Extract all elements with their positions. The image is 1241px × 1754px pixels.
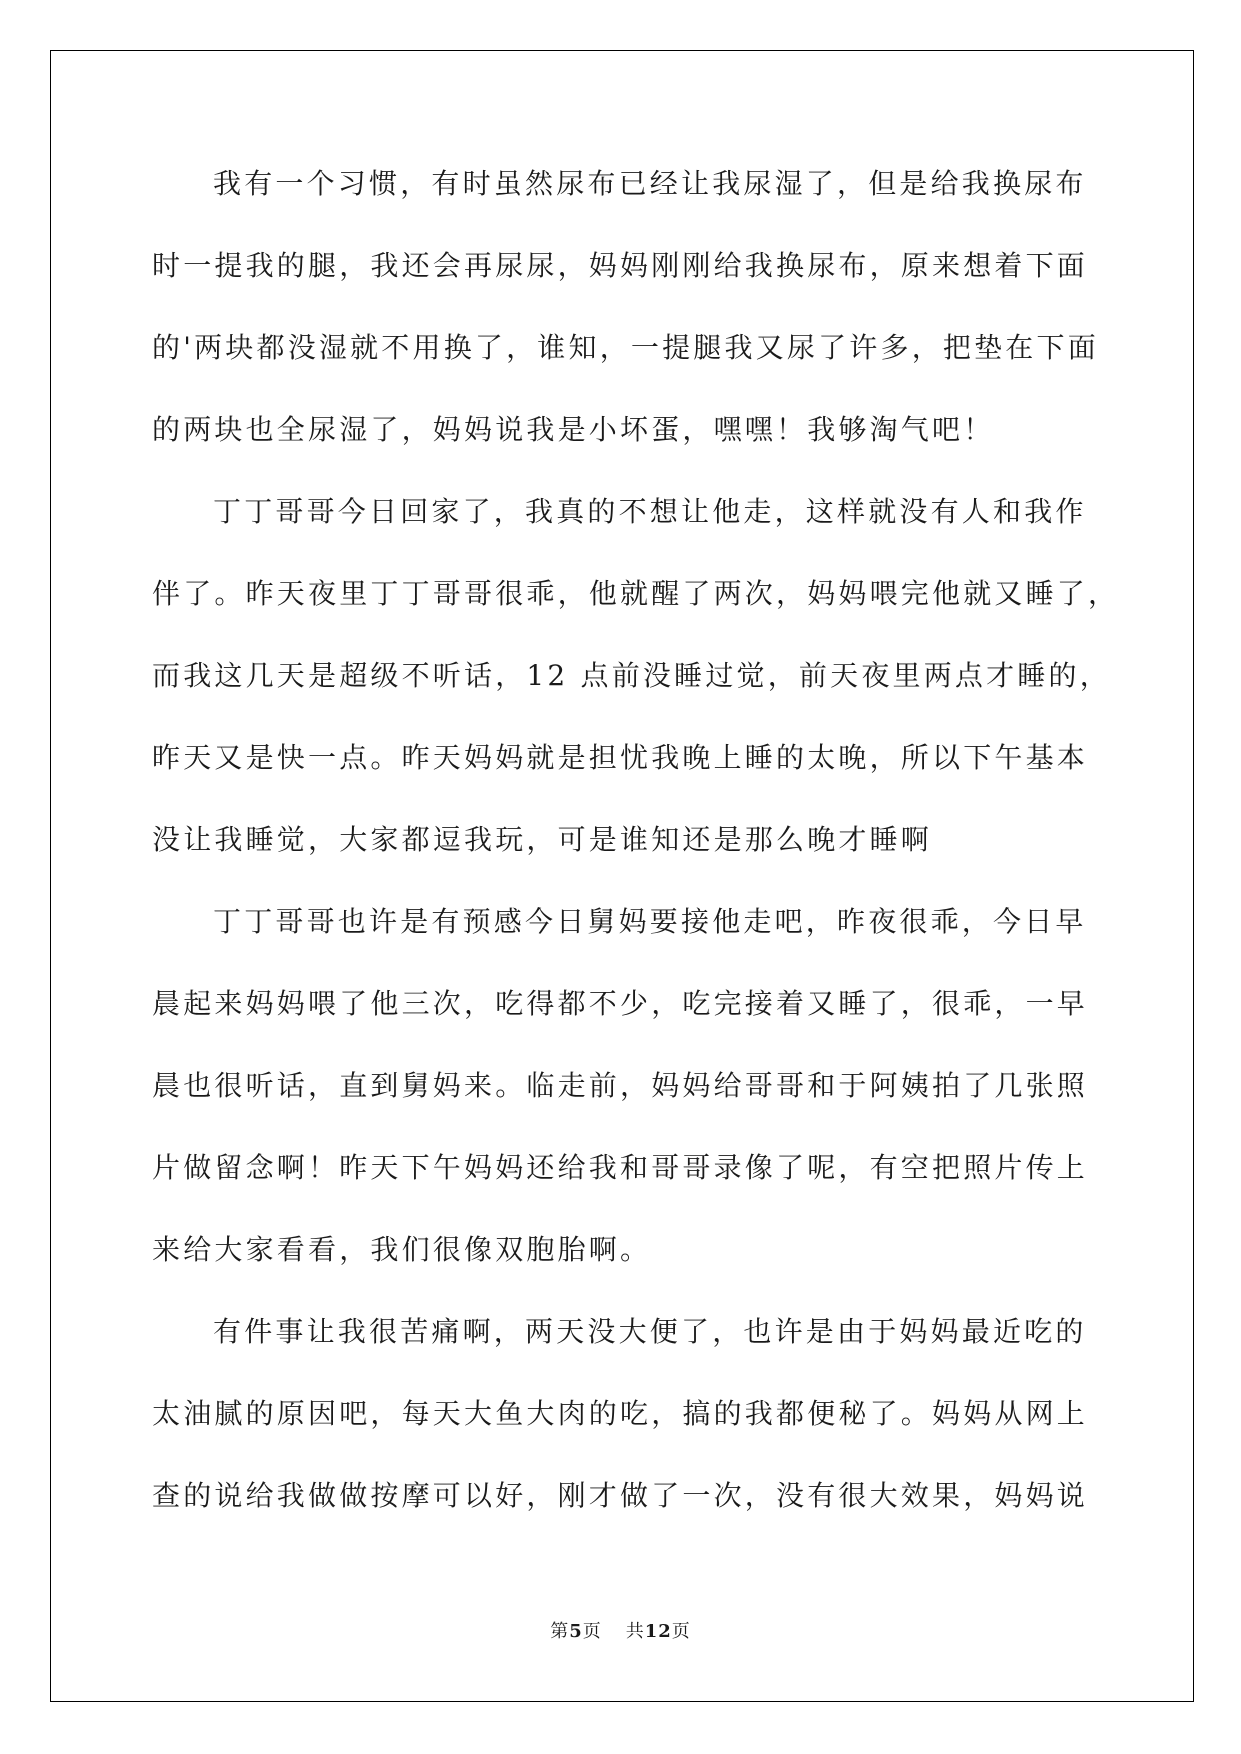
paragraph-4-line-3: 查的说给我做做按摩可以好，刚才做了一次，没有很大效果，妈妈说 <box>152 1479 1089 1512</box>
paragraph-1-line-1: 我有一个习惯，有时虽然尿布已经让我尿湿了，但是给我换尿布 <box>213 167 1087 200</box>
paragraph-3-line-4: 片做留念啊！昨天下午妈妈还给我和哥哥录像了呢，有空把照片传上 <box>152 1151 1089 1184</box>
paragraph-3-line-1: 丁丁哥哥也许是有预感今日舅妈要接他走吧，昨夜很乖，今日早 <box>213 905 1087 938</box>
paragraph-2-line-3: 而我这几天是超级不听话，12 点前没睡过觉，前天夜里两点才睡的， <box>152 659 1111 692</box>
paragraph-4-line-1: 有件事让我很苦痛啊，两天没大便了，也许是由于妈妈最近吃的 <box>213 1315 1087 1348</box>
paragraph-1-line-4: 的两块也全尿湿了，妈妈说我是小坏蛋，嘿嘿！我够淘气吧！ <box>152 413 995 446</box>
total-prefix: 共 <box>625 1621 645 1642</box>
paragraph-3-line-2: 晨起来妈妈喂了他三次，吃得都不少，吃完接着又睡了，很乖，一早 <box>152 987 1089 1020</box>
paragraph-3-line-5: 来给大家看看，我们很像双胞胎啊。 <box>152 1233 652 1266</box>
paragraph-4-line-2: 太油腻的原因吧，每天大鱼大肉的吃，搞的我都便秘了。妈妈从网上 <box>152 1397 1089 1430</box>
paragraph-1-line-2: 时一提我的腿，我还会再尿尿，妈妈刚刚给我换尿布，原来想着下面 <box>152 249 1089 282</box>
paragraph-2-line-5: 没让我睡觉，大家都逗我玩，可是谁知还是那么晚才睡啊 <box>152 823 933 856</box>
document-body <box>152 158 1120 1552</box>
paragraph-1-line-3: 的'两块都没湿就不用换了，谁知，一提腿我又尿了许多，把垫在下面 <box>152 331 1099 364</box>
paragraph-2-line-2: 伴了。昨天夜里丁丁哥哥很乖，他就醒了两次，妈妈喂完他就又睡了， <box>152 577 1120 610</box>
page-footer <box>0 1617 1241 1643</box>
paragraph-2-line-4: 昨天又是快一点。昨天妈妈就是担忧我晚上睡的太晚，所以下午基本 <box>152 741 1089 774</box>
page-number: 5 <box>569 1621 583 1642</box>
page-prefix: 第 <box>550 1621 570 1642</box>
total-pages: 12 <box>644 1621 672 1642</box>
total-suffix: 页 <box>671 1621 691 1642</box>
paragraph-2-line-1: 丁丁哥哥今日回家了，我真的不想让他走，这样就没有人和我作 <box>213 495 1087 528</box>
paragraph-3-line-3: 晨也很听话，直到舅妈来。临走前，妈妈给哥哥和于阿姨拍了几张照 <box>152 1069 1089 1102</box>
page-suffix: 页 <box>582 1621 602 1642</box>
